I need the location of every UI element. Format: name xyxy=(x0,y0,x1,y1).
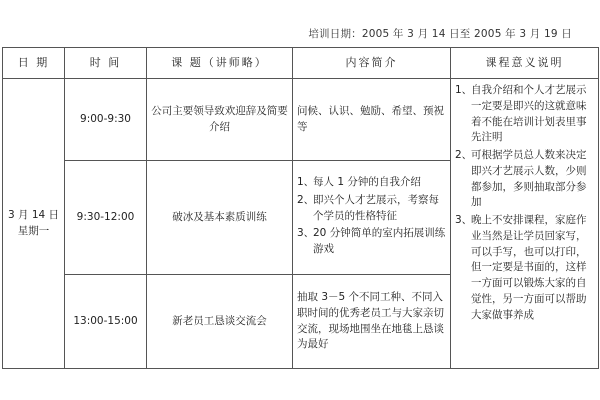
meaning-item: 3、 晚上不安排课程，家庭作业当然是让学员回家写，可以手写，也可以打印，但一定要是书面的，这样一方面可以锻炼大家的自觉性，另一方面可以帮助大家做事养成 xyxy=(455,214,587,321)
table-header-row xyxy=(3,48,599,79)
time-cell: 13:00-15:00 xyxy=(65,275,147,369)
header-topic: 课 题（讲师略） xyxy=(147,48,293,79)
topic-cell: 新老员工恳谈交流会 xyxy=(147,275,293,369)
meaning-item: 1、 自我介绍和个人才艺展示一定要是即兴的这就意味着不能在培训计划表里事先注明 xyxy=(455,84,587,144)
table-row xyxy=(3,79,599,161)
content-cell xyxy=(293,161,451,275)
date-weekday: 星期一 xyxy=(17,224,50,237)
meaning-cell xyxy=(451,79,599,369)
content-cell: 问候、认识、勉励、希望、预祝等 xyxy=(293,79,451,161)
header-date: 日 期 xyxy=(3,48,65,79)
training-date-caption: 培训日期：2005 年 3 月 14 日至 2005 年 3 月 19 日 xyxy=(308,28,572,40)
header-time: 时 间 xyxy=(65,48,147,79)
header-meaning: 课程意义说明 xyxy=(451,48,599,79)
time-cell: 9:00-9:30 xyxy=(65,79,147,161)
content-cell: 抽取 3－5 个不同工种、不同入职时间的优秀老员工与大家亲切交流，现场地围坐在地毯上恳谈为最好 xyxy=(293,275,451,369)
date-day: 3 月 14 日 xyxy=(7,208,60,221)
date-cell xyxy=(3,79,65,369)
meaning-item: 2、 可根据学员总人数来决定即兴才艺展示人数，少则都参加，多则抽取部分参加 xyxy=(455,149,587,209)
topic-cell: 公司主要领导致欢迎辞及简要介绍 xyxy=(147,79,293,161)
topic-cell: 破冰及基本素质训练 xyxy=(147,161,293,275)
time-cell: 9:30-12:00 xyxy=(65,161,147,275)
content-item: 3、 20 分钟简单的室内拓展训练游戏 xyxy=(297,227,446,256)
header-content: 内容简介 xyxy=(293,48,451,79)
content-item: 2、 即兴个人才艺展示，考察每个学员的性格特征 xyxy=(297,193,439,222)
content-item: 1、 每人 1 分钟的自我介绍 xyxy=(297,176,421,189)
training-schedule-table xyxy=(2,47,599,369)
